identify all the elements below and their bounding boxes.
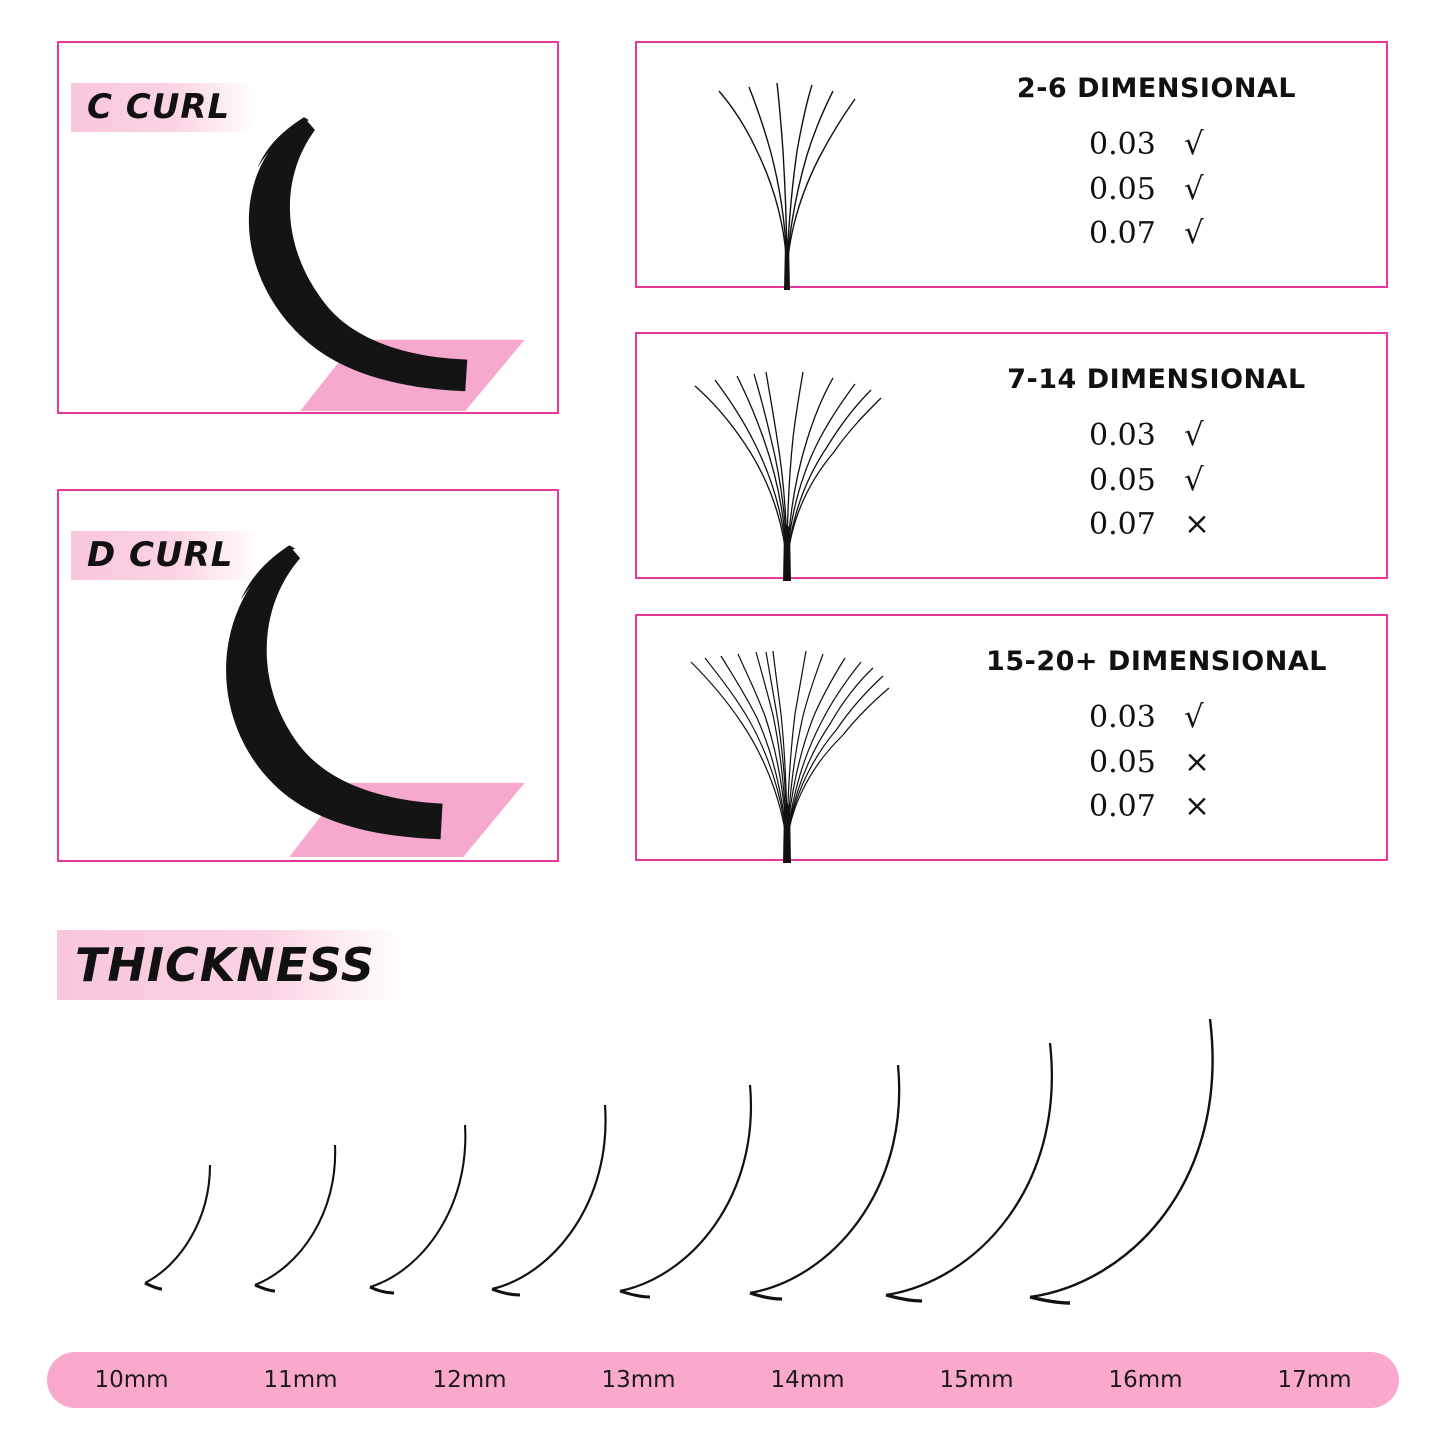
availability-mark: √: [1184, 417, 1204, 454]
thickness-lash-row: [50, 975, 1400, 1330]
thickness-availability-list: [1089, 695, 1224, 829]
size-label-12mm: 12mm: [432, 1367, 507, 1393]
thickness-availability-list: [1089, 122, 1224, 256]
lash-13mm: [492, 1105, 606, 1289]
availability-mark: √: [1184, 170, 1204, 207]
availability-mark: √: [1184, 699, 1204, 736]
fan-illustration-2-6: [637, 43, 937, 286]
availability-row: [1089, 167, 1224, 212]
availability-row: [1089, 211, 1224, 256]
lash-15mm-base: [750, 1293, 782, 1299]
lash-12mm-base: [370, 1287, 394, 1293]
lash-16mm: [886, 1043, 1052, 1295]
size-label-bar: [47, 1352, 1399, 1408]
thickness-availability-list: [1089, 413, 1224, 547]
dimensional-panel-2-6: [635, 41, 1388, 288]
lash-13mm-base: [492, 1289, 520, 1295]
thickness-value: 0.05: [1089, 744, 1156, 780]
availability-row: [1089, 502, 1224, 547]
c-curl-panel: [57, 41, 559, 414]
dimensional-info-7-14: [937, 364, 1386, 547]
size-label-10mm: 10mm: [94, 1367, 169, 1393]
d-curl-lash-illustration: [59, 491, 557, 860]
thickness-heading: THICKNESS: [57, 930, 403, 1000]
thickness-value: 0.07: [1089, 789, 1156, 825]
dimensional-panel-15-20: [635, 614, 1388, 861]
size-label-15mm: 15mm: [939, 1367, 1014, 1393]
availability-mark: √: [1184, 126, 1204, 163]
thickness-value: 0.07: [1089, 216, 1156, 252]
availability-row: [1089, 413, 1224, 458]
dimensional-info-15-20: [937, 646, 1386, 829]
c-curl-label: C CURL: [71, 83, 256, 132]
thickness-value: 0.05: [1089, 462, 1156, 498]
fan-illustration-7-14: [637, 334, 937, 577]
lash-10mm: [145, 1165, 210, 1283]
fan-svg: [637, 334, 937, 581]
d-curl-label: D CURL: [71, 531, 259, 580]
lash-11mm: [255, 1145, 335, 1285]
lash-14mm-base: [620, 1291, 650, 1297]
dimensional-title: 7-14 DIMENSIONAL: [1007, 364, 1306, 396]
dimensional-info-2-6: [937, 73, 1386, 256]
thickness-value: 0.07: [1089, 507, 1156, 543]
dimensional-title: 15-20+ DIMENSIONAL: [986, 646, 1327, 678]
availability-row: [1089, 784, 1224, 829]
dimensional-panel-7-14: [635, 332, 1388, 579]
lash-17mm-base: [1030, 1297, 1070, 1303]
lash-14mm: [620, 1085, 751, 1291]
lash-10mm-base: [145, 1283, 162, 1289]
size-label-11mm: 11mm: [263, 1367, 338, 1393]
lash-16mm-base: [886, 1295, 922, 1301]
lash-12mm: [370, 1125, 465, 1287]
thickness-value: 0.05: [1089, 171, 1156, 207]
availability-mark: ×: [1184, 743, 1210, 780]
size-label-13mm: 13mm: [601, 1367, 676, 1393]
thickness-value: 0.03: [1089, 127, 1156, 163]
fan-base: [783, 803, 791, 863]
availability-row: [1089, 122, 1224, 167]
size-label-17mm: 17mm: [1277, 1367, 1352, 1393]
lash-17mm: [1030, 1019, 1213, 1297]
fan-base: [783, 525, 791, 581]
availability-mark: √: [1184, 215, 1204, 252]
fan-svg: [637, 616, 937, 863]
c-curl-lash-illustration: [59, 43, 557, 412]
lash-15mm: [750, 1065, 899, 1293]
thickness-value: 0.03: [1089, 418, 1156, 454]
fan-illustration-15-20: [637, 616, 937, 859]
availability-row: [1089, 458, 1224, 503]
availability-mark: ×: [1184, 506, 1210, 543]
thickness-value: 0.03: [1089, 700, 1156, 736]
availability-mark: ×: [1184, 788, 1210, 825]
lash-11mm-base: [255, 1285, 275, 1291]
availability-row: [1089, 695, 1224, 740]
dimensional-title: 2-6 DIMENSIONAL: [1016, 73, 1297, 105]
fan-svg: [637, 43, 937, 290]
availability-row: [1089, 740, 1224, 785]
size-label-16mm: 16mm: [1108, 1367, 1183, 1393]
size-label-14mm: 14mm: [770, 1367, 845, 1393]
availability-mark: √: [1184, 461, 1204, 498]
d-curl-panel: [57, 489, 559, 862]
